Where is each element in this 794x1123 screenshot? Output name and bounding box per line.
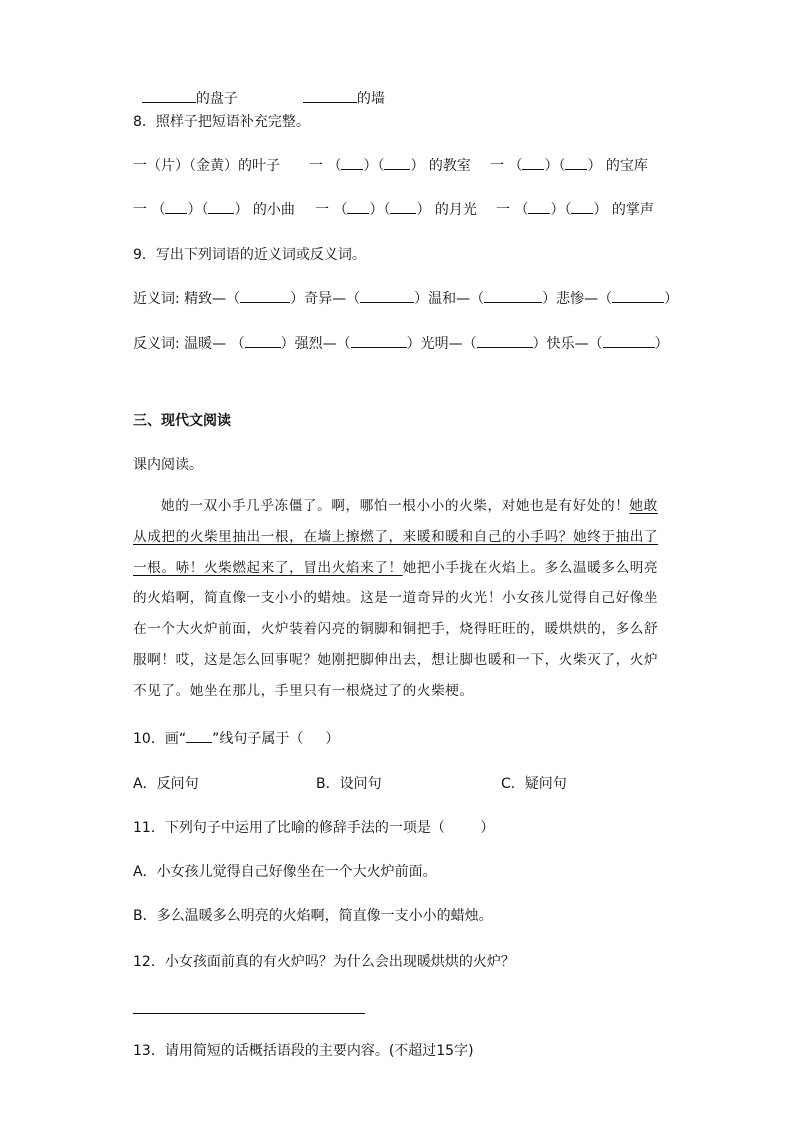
q10-option-b[interactable]: B．设问句 bbox=[316, 776, 382, 792]
q8-row1-b: 一 （ ）（ ） 的教室 bbox=[309, 158, 471, 174]
answer-blank[interactable] bbox=[208, 200, 234, 214]
section-heading: 三、现代文阅读 bbox=[133, 413, 231, 429]
answer-blank[interactable] bbox=[351, 334, 407, 348]
q9-title: 9．写出下列词语的近义词或反义词。 bbox=[133, 247, 366, 263]
q8-row1-c: 一 （ ）（ ） 的宝库 bbox=[490, 158, 648, 174]
q13-stem: 13．请用简短的话概括语段的主要内容。(不超过15字) bbox=[133, 1043, 474, 1059]
answer-blank[interactable] bbox=[245, 334, 281, 348]
section-subheading: 课内阅读。 bbox=[133, 457, 203, 473]
q12-stem: 12．小女孩面前真的有火炉吗？为什么会出现暖烘烘的火炉？ bbox=[133, 954, 515, 970]
q8-row2-c: 一 （ ）（ ） 的掌声 bbox=[496, 202, 654, 218]
q9-synonyms: 近义词: 精致—（ ）奇异—（ ）温和—（ ）悲惨—（ ） bbox=[133, 291, 679, 307]
answer-blank[interactable] bbox=[390, 200, 416, 214]
q10-option-a[interactable]: A．反问句 bbox=[133, 776, 199, 792]
q8-row2-b: 一 （ ）（ ） 的月光 bbox=[315, 202, 477, 218]
answer-blank[interactable] bbox=[165, 200, 187, 214]
answer-blank[interactable] bbox=[341, 156, 363, 170]
answer-line[interactable] bbox=[133, 1013, 365, 1014]
q11-option-a[interactable]: A．小女孩儿觉得自己好像坐在一个大火炉前面。 bbox=[133, 864, 437, 880]
underline-sample bbox=[186, 729, 212, 743]
q7-line bbox=[133, 68, 238, 109]
q9-antonyms: 反义词: 温暖— （ ）强烈—（ ）光明—（ ）快乐—（ ） bbox=[133, 336, 669, 352]
answer-blank[interactable] bbox=[612, 289, 664, 303]
q8-example: 一（片）（金黄）的叶子 bbox=[133, 158, 280, 174]
answer-blank[interactable] bbox=[522, 156, 544, 170]
answer-blank[interactable] bbox=[303, 88, 357, 103]
underlined-sentence: 她敢从成把的火柴里抽出一根，在墙上擦燃了，来暖和暖和自己的小手吗？她终于抽出了一根。哧！火柴燃起来了，冒出火焰来了！ bbox=[133, 498, 659, 576]
q10-stem: 10．画“ ”线句子属于（ ） bbox=[133, 731, 340, 747]
q7-item1: 的盘子 bbox=[195, 91, 238, 107]
q7-item2: 的墙 bbox=[356, 91, 385, 107]
reading-passage bbox=[133, 491, 669, 707]
q11-stem: 11．下列句子中运用了比喻的修辞手法的一项是（ ） bbox=[133, 820, 495, 836]
answer-blank[interactable] bbox=[477, 334, 533, 348]
passage-part-2: 她把小手拢在火焰上。多么温暖多么明亮的火焰啊，简直像一支小小的蜡烛。这是一道奇异的火光！小女孩儿觉得自己好像坐在一个大火炉前面，火炉装着闪亮的铜脚和铜把手，烧得旺旺的，暖烘烘的，多么舒服啊！哎，这是怎么回事呢？她刚把脚伸出去，想让脚也暖和一下，火柴灭了，火炉不见了。她坐在那儿，手里只有一根烧过了的火柴梗。 bbox=[133, 559, 659, 699]
ant-label: 反义词: bbox=[133, 336, 180, 352]
answer-blank[interactable] bbox=[360, 289, 414, 303]
q8-title: 8．照样子把短语补充完整。 bbox=[133, 114, 310, 130]
answer-blank[interactable] bbox=[565, 156, 587, 170]
answer-blank[interactable] bbox=[384, 156, 410, 170]
passage-part-1: 她的一双小手几乎冻僵了。啊，哪怕一根小小的火柴，对她也是有好处的！ bbox=[161, 498, 630, 514]
answer-blank[interactable] bbox=[484, 289, 542, 303]
q7-line-2 bbox=[294, 68, 385, 109]
answer-blank[interactable] bbox=[347, 200, 369, 214]
q11-option-b[interactable]: B．多么温暖多么明亮的火焰啊，简直像一支小小的蜡烛。 bbox=[133, 908, 493, 924]
answer-blank[interactable] bbox=[240, 289, 290, 303]
answer-blank[interactable] bbox=[571, 200, 593, 214]
q10-option-c[interactable]: C．疑问句 bbox=[501, 776, 567, 792]
answer-blank[interactable] bbox=[528, 200, 550, 214]
answer-blank[interactable] bbox=[142, 88, 196, 103]
syn-label: 近义词: bbox=[133, 291, 180, 307]
answer-blank[interactable] bbox=[603, 334, 655, 348]
q8-row2-a: 一 （ ）（ ） 的小曲 bbox=[133, 202, 295, 218]
